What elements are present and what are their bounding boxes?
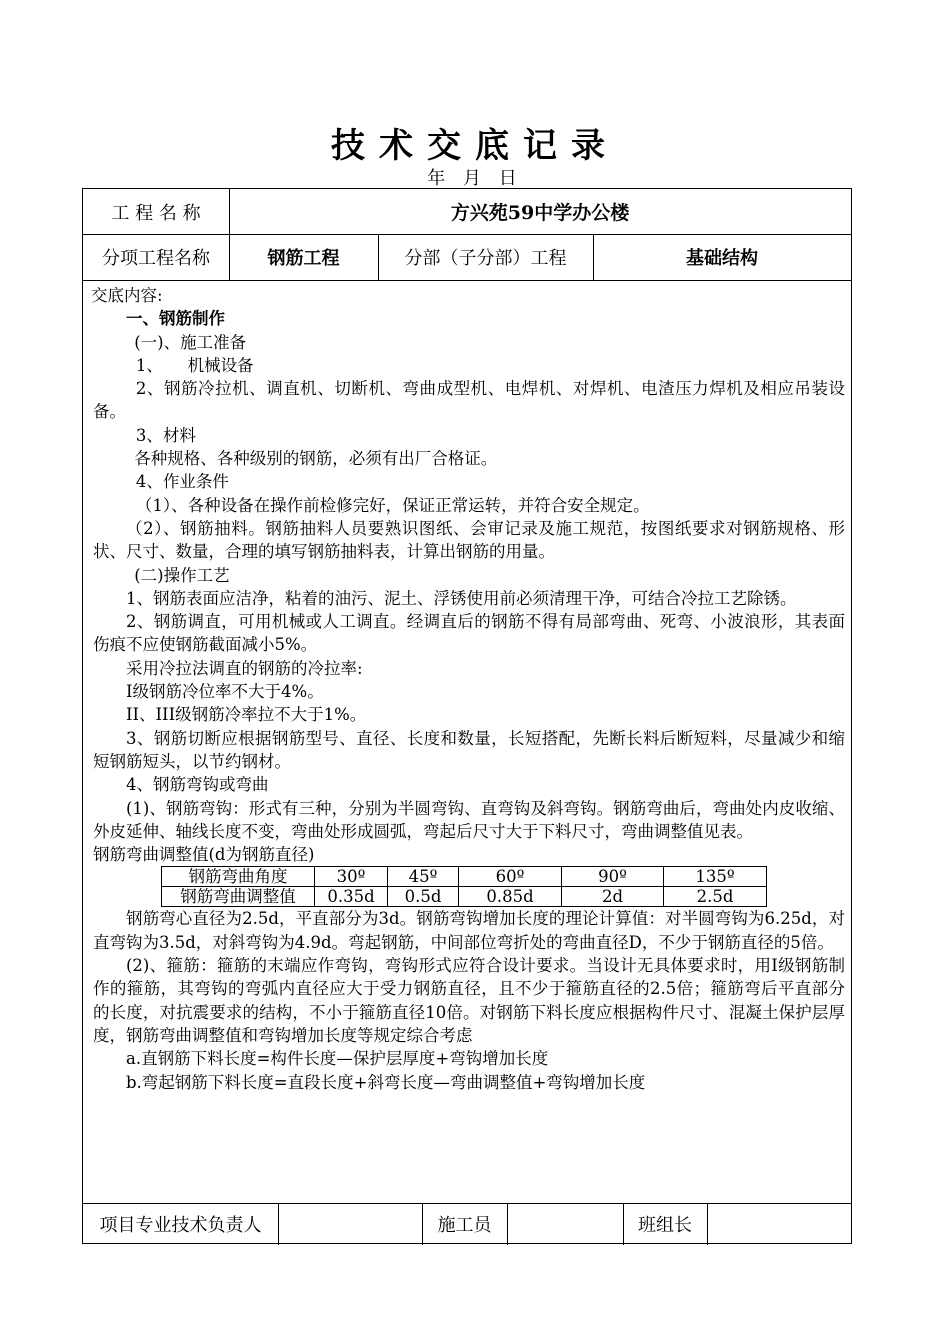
disclosure-content <box>93 284 845 1094</box>
paragraph: I级钢筋冷位率不大于4%。 <box>126 682 324 702</box>
list-item: （1）、各种设备在操作前检修完好，保证正常运转，并符合安全规定。 <box>135 495 650 515</box>
record-form <box>82 188 852 1244</box>
tech-lead-label: 项目专业技术负责人 <box>99 1215 262 1236</box>
paragraph: 钢筋弯心直径为2.5d，平直部分为3d。钢筋弯钩增加长度的理论计算值：对半圆弯钩为6.25d，对直弯钩为3.5d，对斜弯钩为4.9d。弯起钢筋，中间部位弯折处的弯曲直径D，不少于钢筋直径的5倍。 <box>93 909 845 952</box>
table-cell: 2d <box>562 887 664 907</box>
formula-line: a.直钢筋下料长度=构件长度—保护层厚度+弯钩增加长度 <box>126 1049 549 1069</box>
list-item: 2、钢筋冷拉机、调直机、切断机、弯曲成型机、电焊机、对焊机、电渣压力焊机及相应吊装设备。 <box>93 379 845 422</box>
builder-signature-field[interactable] <box>507 1203 623 1245</box>
tech-lead-signature-field[interactable] <box>278 1203 422 1245</box>
table-cell: 60º <box>459 867 562 887</box>
list-item: 1、 机械设备 <box>135 355 254 375</box>
document-title: 技术交底记录 <box>331 126 619 166</box>
division-label: 分部（子分部）工程 <box>404 248 567 269</box>
division-value: 基础结构 <box>686 248 758 269</box>
sub-heading: (一)、施工准备 <box>134 332 247 352</box>
table-cell: 90º <box>562 867 664 887</box>
table-cell: 0.35d <box>315 887 388 907</box>
table-cell: 30º <box>315 867 388 887</box>
paragraph: 4、钢筋弯钩或弯曲 <box>126 775 269 795</box>
project-name-label: 工 程 名 称 <box>111 202 201 224</box>
table-row <box>162 867 767 887</box>
table-cell: 0.5d <box>388 887 459 907</box>
paragraph: 1、钢筋表面应洁净，粘着的油污、泥土、浮锈使用前必须清理干净，可结合冷拉工艺除锈。 <box>126 588 797 608</box>
formula-line: b.弯起钢筋下料长度=直段长度+斜弯长度—弯曲调整值+弯钩增加长度 <box>126 1072 646 1092</box>
sub-heading: (二)操作工艺 <box>134 565 230 585</box>
content-intro: 交底内容: <box>91 286 163 305</box>
row-divider <box>83 280 851 281</box>
paragraph: 2、钢筋调直，可用机械或人工调直。经调直后的钢筋不得有局部弯曲、死弯、小波浪形，其表面伤痕不应使钢筋截面减小5%。 <box>93 612 845 655</box>
team-lead-signature-field[interactable] <box>707 1203 851 1245</box>
section-heading: 一、钢筋制作 <box>126 309 225 329</box>
date-line: 年 月 日 <box>427 168 523 189</box>
project-name-value: 方兴苑59中学办公楼 <box>450 202 630 224</box>
list-item: （2）、钢筋抽料。钢筋抽料人员要熟识图纸、会审记录及施工规范，按图纸要求对钢筋规格、形状、尺寸、数量，合理的填写钢筋抽料表，计算出钢筋的用量。 <box>93 518 845 562</box>
table-caption: 钢筋弯曲调整值(d为钢筋直径) <box>93 845 315 865</box>
team-lead-label: 班组长 <box>638 1215 692 1236</box>
subitem-value: 钢筋工程 <box>267 248 340 269</box>
list-item: 3、材料 <box>135 425 196 445</box>
paragraph: 各种规格、各种级别的钢筋，必须有出厂合格证。 <box>134 449 498 469</box>
table-cell: 钢筋弯曲调整值 <box>162 887 315 907</box>
table-cell: 2.5d <box>664 887 767 907</box>
paragraph: 采用冷拉法调直的钢筋的冷拉率: <box>126 658 363 678</box>
list-item: 4、作业条件 <box>135 472 229 492</box>
table-cell: 45º <box>388 867 459 887</box>
table-cell: 钢筋弯曲角度 <box>162 867 315 887</box>
paragraph: (1)、钢筋弯钩：形式有三种，分别为半圆弯钩、直弯钩及斜弯钩。钢筋弯曲后，弯曲处内皮收缩、外皮延伸、轴线长度不变，弯曲处形成圆弧，弯起后尺寸大于下料尺寸，弯曲调整值见表。 <box>93 798 845 841</box>
subitem-label: 分项工程名称 <box>102 248 210 269</box>
bend-adjustment-table <box>161 866 767 907</box>
paragraph: (2)、箍筋：箍筋的末端应作弯钩，弯钩形式应符合设计要求。当设计无具体要求时，用I级钢筋制作的箍筋，其弯钩的弯弧内直径应大于受力钢筋直径，且不少于箍筋直径的2.5倍；箍筋弯后平直部分的长度，对抗震要求的结构，不小于箍筋直径10倍。对钢筋下料长度应根据构件尺寸、混凝土保护层厚度，钢筋弯曲调整值和弯钩增加长度等规定综合考虑 <box>93 956 845 1045</box>
table-cell: 135º <box>664 867 767 887</box>
paragraph: II、III级钢筋冷率拉不大于1%。 <box>126 705 367 725</box>
table-cell: 0.85d <box>459 887 562 907</box>
table-row <box>162 887 767 907</box>
builder-label: 施工员 <box>437 1215 492 1236</box>
paragraph: 3、钢筋切断应根据钢筋型号、直径、长度和数量，长短搭配，先断长料后断短料，尽量减少和缩短钢筋短头，以节约钢材。 <box>93 728 845 771</box>
